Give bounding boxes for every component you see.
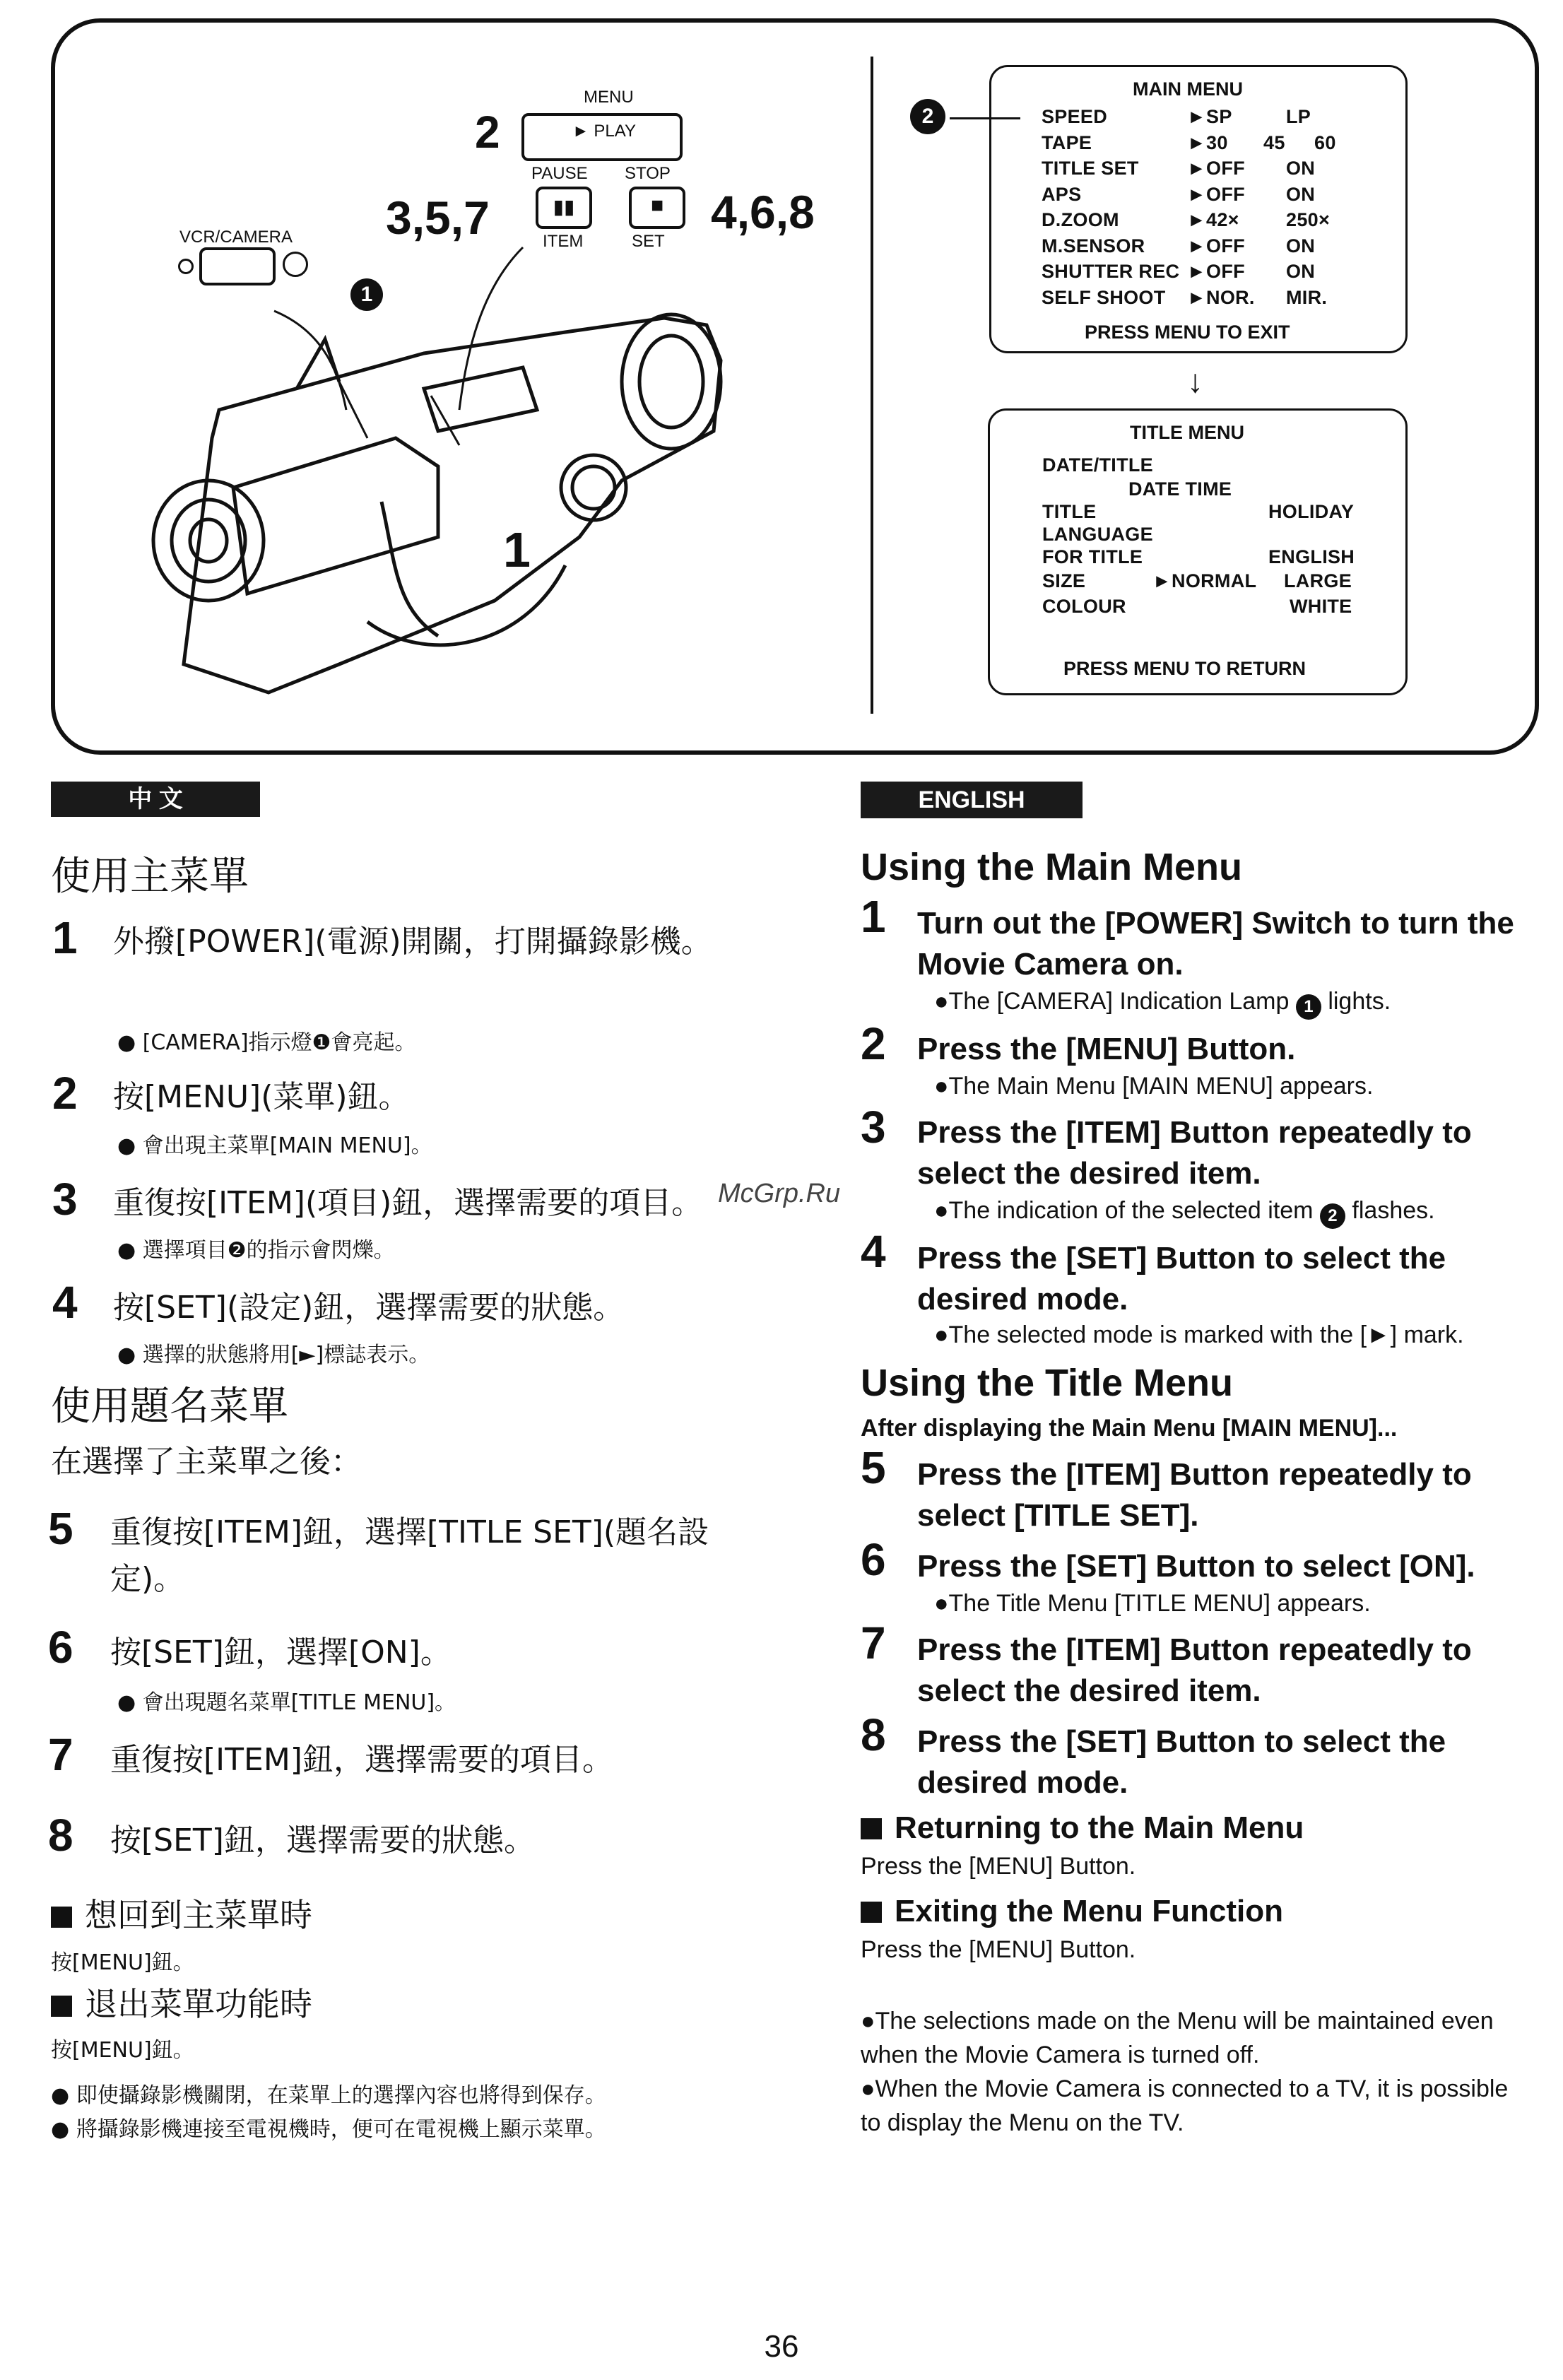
main-menu-row-name: TITLE SET — [1042, 158, 1139, 179]
english-main-menu-heading: Using the Main Menu — [861, 846, 1242, 888]
en-step-3-note-a: ●The indication of the selected item — [934, 1197, 1314, 1224]
marker-2-inline: 2 — [1320, 1203, 1345, 1229]
square-bullet-icon — [51, 1907, 72, 1928]
zh-step-6-note: ● 會出現題名菜單[TITLE MENU]。 — [117, 1690, 456, 1715]
main-menu-row-name: D.ZOOM — [1042, 209, 1119, 230]
en-note-1: ●The selections made on the Menu will be maintained even when the Movie Camera is turned off. — [861, 2008, 1494, 2068]
en-step-5-number: 5 — [861, 1442, 886, 1493]
zh-step-1-note: ● [CAMERA]指示燈❶會亮起。 — [117, 1030, 416, 1055]
main-menu-row-option: LP — [1286, 106, 1311, 127]
main-menu-row-option: ON — [1286, 183, 1316, 205]
en-step-1-text: Turn out the [POWER] Switch to turn the Movie Camera on. — [917, 906, 1514, 982]
step-1-callout: 1 — [503, 522, 531, 577]
main-menu-row-name: SHUTTER REC — [1042, 261, 1180, 282]
main-menu-row-option: ON — [1286, 158, 1316, 179]
stop-label: STOP — [625, 164, 671, 183]
en-step-1-note-b: lights. — [1328, 988, 1391, 1015]
pointer-lines — [269, 233, 551, 417]
zh-step-7-text: 重復按[ITEM]鈕，選擇需要的項目。 — [110, 1742, 613, 1778]
zh-return-main-heading-text: 想回到主菜單時 — [85, 1896, 312, 1934]
pause-item-button — [536, 187, 592, 229]
zh-step-4-note: ● 選擇的狀態將用[►]標誌表示。 — [117, 1343, 430, 1367]
zh-step-4-text: 按[SET](設定)鈕，選擇需要的狀態。 — [113, 1290, 625, 1326]
zh-return-main-heading — [51, 1890, 312, 1936]
en-step-3-note — [934, 1197, 1435, 1229]
title-menu-size-selected: ►NORMAL — [1152, 570, 1257, 591]
switch-vcr-dot — [178, 259, 194, 274]
en-return-main-heading — [861, 1810, 1304, 1846]
title-menu-language: LANGUAGE — [1042, 524, 1153, 545]
main-menu-row-selected: ►OFF — [1187, 183, 1245, 205]
title-menu-title: TITLE MENU — [1130, 422, 1244, 443]
square-bullet-icon — [861, 1818, 882, 1839]
zh-note-2: ● 將攝錄影機連接至電視機時，便可在電視機上顯示菜單。 — [51, 2117, 606, 2142]
en-note-2: ●When the Movie Camera is connected to a TV, it is possible to display the Menu on the TV. — [861, 2075, 1509, 2136]
zh-step-8-text: 按[SET]鈕，選擇需要的狀態。 — [110, 1822, 535, 1858]
zh-step-5-text: 重復按[ITEM]鈕，選擇[TITLE SET](題名設定)。 — [110, 1514, 709, 1597]
en-step-1-number: 1 — [861, 891, 886, 942]
zh-step-3-number: 3 — [52, 1174, 78, 1225]
chinese-section-tag: 中 文 — [51, 782, 260, 817]
zh-step-5-number: 5 — [48, 1503, 73, 1554]
main-menu-row-name: SPEED — [1042, 106, 1108, 127]
zh-step-3-text: 重復按[ITEM](項目)鈕，選擇需要的項目。 — [113, 1185, 703, 1221]
chinese-main-menu-heading: 使用主菜單 — [51, 854, 249, 900]
en-step-2-number: 2 — [861, 1018, 886, 1069]
en-step-3-number: 3 — [861, 1102, 886, 1153]
zh-return-main-body: 按[MENU]鈕。 — [51, 1950, 194, 1975]
title-menu-date-time: DATE TIME — [1128, 478, 1232, 500]
en-exit-heading — [861, 1894, 1283, 1929]
en-step-7-number: 7 — [861, 1618, 886, 1668]
en-step-8-number: 8 — [861, 1709, 886, 1760]
zh-step-3-note: ● 選擇項目❷的指示會閃爍。 — [117, 1238, 395, 1263]
chinese-title-menu-heading: 使用題名菜單 — [51, 1384, 288, 1430]
item-label: ITEM — [543, 232, 584, 251]
en-exit-heading-text: Exiting the Menu Function — [895, 1894, 1283, 1928]
zh-step-1-number: 1 — [52, 912, 78, 963]
main-menu-row-name: TAPE — [1042, 131, 1092, 153]
zh-exit-heading — [51, 1979, 312, 2025]
title-menu-panel — [988, 408, 1408, 695]
zh-step-8-number: 8 — [48, 1810, 73, 1861]
steps-357-callout: 3,5,7 — [386, 192, 490, 244]
main-menu-row-name: APS — [1042, 183, 1082, 205]
pause-icon: ▮▮ — [553, 196, 575, 218]
main-menu-row-option: MIR. — [1286, 286, 1328, 308]
square-bullet-icon — [861, 1902, 882, 1923]
en-step-8-text: Press the [SET] Button to select the desired mode. — [917, 1724, 1446, 1800]
en-exit-body: Press the [MENU] Button. — [861, 1936, 1136, 1963]
en-step-6-number: 6 — [861, 1534, 886, 1585]
title-menu-colour: COLOUR — [1042, 596, 1126, 617]
main-menu-row-selected: ►OFF — [1187, 235, 1245, 257]
zh-note-1: ● 即使攝錄影機關閉，在菜單上的選擇內容也將得到保存。 — [51, 2083, 606, 2108]
zh-step-2-text: 按[MENU](菜單)鈕。 — [113, 1079, 410, 1115]
en-step-7-text: Press the [ITEM] Button repeatedly to select the desired item. — [917, 1632, 1472, 1708]
down-arrow-icon: ↓ — [1187, 363, 1203, 399]
stop-icon: ■ — [650, 194, 664, 217]
zh-step-7-number: 7 — [48, 1729, 73, 1780]
zh-step-6-text: 按[SET]鈕，選擇[ON]。 — [110, 1634, 452, 1671]
watermark: McGrp.Ru — [718, 1179, 841, 1208]
camera-lamp-icon — [283, 252, 308, 277]
en-return-main-body: Press the [MENU] Button. — [861, 1853, 1136, 1880]
en-step-3-text: Press the [ITEM] Button repeatedly to select the desired item. — [917, 1115, 1472, 1191]
stop-set-button — [629, 187, 685, 229]
main-menu-row-option: ON — [1286, 235, 1316, 257]
steps-468-callout: 4,6,8 — [711, 186, 815, 238]
main-menu-footer: PRESS MENU TO EXIT — [1085, 322, 1290, 343]
en-step-1-note-a: ●The [CAMERA] Indication Lamp — [934, 988, 1290, 1015]
set-label: SET — [632, 232, 665, 251]
en-step-2-text: Press the [MENU] Button. — [917, 1032, 1296, 1066]
marker-1-inline: 1 — [1296, 994, 1321, 1020]
title-menu-colour-value: WHITE — [1290, 596, 1352, 617]
en-step-4-text: Press the [SET] Button to select the desired mode. — [917, 1241, 1446, 1316]
zh-exit-heading-text: 退出菜單功能時 — [85, 1985, 312, 2023]
title-menu-for-title-value: ENGLISH — [1268, 546, 1355, 567]
title-menu-footer: PRESS MENU TO RETURN — [1063, 658, 1307, 679]
menu-label: MENU — [584, 88, 634, 107]
main-menu-row-option: ON — [1286, 261, 1316, 282]
zh-step-6-number: 6 — [48, 1622, 73, 1673]
zh-exit-body: 按[MENU]鈕。 — [51, 2038, 194, 2063]
main-menu-row-selected: ►SP — [1187, 106, 1232, 127]
english-section-tag: ENGLISH — [861, 782, 1083, 818]
main-menu-row-selected: ►42× — [1187, 209, 1239, 230]
en-return-main-heading-text: Returning to the Main Menu — [895, 1810, 1304, 1845]
play-label: ► PLAY — [572, 122, 637, 141]
main-menu-row-name: SELF SHOOT — [1042, 286, 1166, 308]
main-menu-row-selected: ►OFF — [1187, 261, 1245, 282]
page-number: 36 — [764, 2329, 799, 2364]
main-menu-row-name: M.SENSOR — [1042, 235, 1145, 257]
title-menu-for-title: FOR TITLE — [1042, 546, 1143, 567]
main-menu-row-selected: ►30 — [1187, 131, 1228, 153]
marker-2: 2 — [910, 99, 945, 134]
step-2-callout: 2 — [475, 107, 500, 158]
en-step-6-text: Press the [SET] Button to select [ON]. — [917, 1549, 1475, 1584]
marker-1: 1 — [350, 278, 383, 311]
zh-step-4-number: 4 — [52, 1277, 78, 1328]
title-menu-title-row: TITLE — [1042, 501, 1097, 522]
vcr-camera-label: VCR/CAMERA — [179, 228, 293, 247]
title-menu-title-value: HOLIDAY — [1268, 501, 1355, 522]
main-menu-row-option: 45 — [1263, 131, 1285, 153]
vcr-camera-switch — [199, 247, 276, 285]
en-step-4-note: ●The selected mode is marked with the [►] mark. — [934, 1321, 1464, 1348]
zh-step-1-text: 外撥[POWER](電源)開關，打開攝錄影機。 — [113, 924, 712, 960]
main-menu-title: MAIN MENU — [1133, 78, 1243, 100]
title-menu-size: SIZE — [1042, 570, 1086, 591]
main-menu-row-selected: ►OFF — [1187, 158, 1245, 179]
pause-label: PAUSE — [531, 164, 588, 183]
square-bullet-icon — [51, 1996, 72, 2017]
title-menu-size-value: LARGE — [1284, 570, 1352, 591]
zh-step-2-number: 2 — [52, 1068, 78, 1119]
title-menu-date-title: DATE/TITLE — [1042, 454, 1153, 476]
english-title-menu-heading: Using the Title Menu — [861, 1362, 1234, 1404]
en-step-5-text: Press the [ITEM] Button repeatedly to select [TITLE SET]. — [917, 1457, 1472, 1533]
en-step-6-note: ●The Title Menu [TITLE MENU] appears. — [934, 1590, 1371, 1617]
figure-divider — [871, 57, 873, 714]
main-menu-row-selected: ►NOR. — [1187, 286, 1255, 308]
zh-step-2-note: ● 會出現主菜單[MAIN MENU]。 — [117, 1133, 432, 1158]
en-after-main-menu: After displaying the Main Menu [MAIN MENU]... — [861, 1415, 1398, 1442]
en-step-2-note: ●The Main Menu [MAIN MENU] appears. — [934, 1073, 1374, 1100]
en-step-1-note — [934, 988, 1391, 1020]
en-step-4-number: 4 — [861, 1226, 886, 1277]
main-menu-row-option: 250× — [1286, 209, 1331, 230]
main-menu-row-option-2: 60 — [1314, 131, 1336, 153]
zh-after-main-menu: 在選擇了主菜單之後： — [51, 1444, 362, 1480]
en-step-3-note-b: flashes. — [1352, 1197, 1435, 1224]
